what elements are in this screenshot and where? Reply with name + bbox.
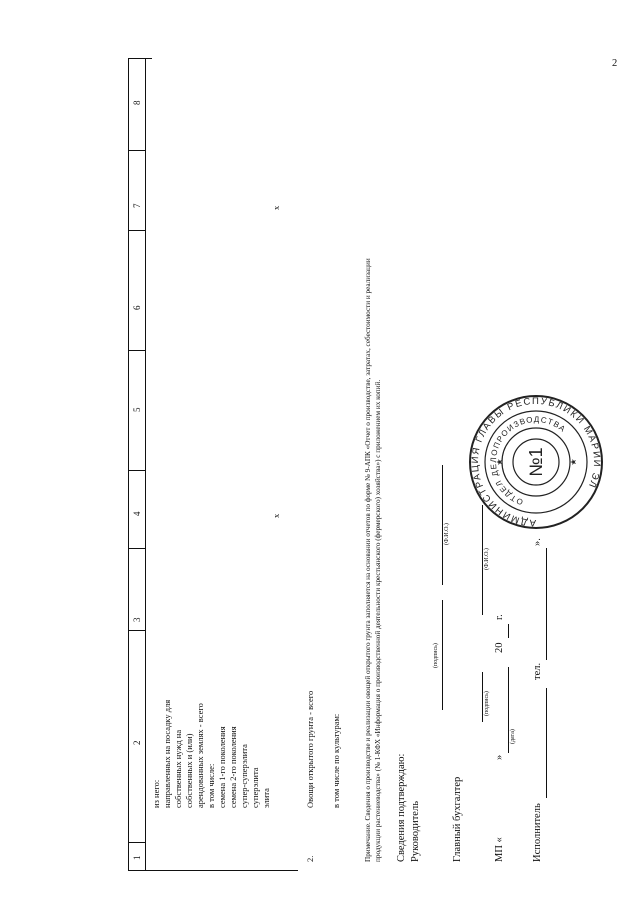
year-prefix: 20 [494,642,505,653]
stamp-star-icon: ★ [495,458,504,466]
mp-label: МП « [494,837,505,862]
row1-line-9: суперэлита [250,767,260,808]
stamp-number: №1 [526,447,546,477]
note-line-1: Примечание. Сведения о производстве и реализации овощей открытого грунта заполняется на основании отчетов по форме № 9-АПК «Отчет о производстве, затратах, себестоимости и реализации [364,258,372,862]
header-col-1: 1 [132,855,142,860]
header-col-7: 7 [132,203,142,208]
head-signature-line [442,600,443,710]
row1-line-4: арендованных землях - всего [195,703,205,808]
header-col-4: 4 [132,511,142,516]
col-sep [128,470,145,471]
row1-x-col7: х [271,205,281,210]
head-fio-caption: (Ф.И.О.) [444,523,450,545]
col-sep [128,842,145,843]
tel-end: ». [532,538,543,546]
row1-x-col4: х [271,513,281,518]
header-col-8: 8 [132,100,142,105]
header-col-3: 3 [132,617,142,622]
official-stamp [466,392,606,532]
date-month-line [508,667,509,753]
stamp-star-icon: ★ [569,458,578,466]
page-number: 2 [612,58,618,69]
col-sep [128,230,145,231]
row2-sub: в том числе по культурам: [331,713,341,808]
col-sep [128,548,145,549]
tel-label: тел. [532,662,543,680]
confirm-title: Сведения подтверждаю: [396,753,407,862]
tel-line [546,548,547,660]
stamp-outer-text: АДМИНИСТРАЦИЯ ГЛАВЫ РЕСПУБЛИКИ МАРИЙ ЭЛ [469,395,603,529]
chief-fio-caption: (Ф.И.О.) [484,548,490,570]
header-col-2: 2 [132,740,142,745]
row2-number: 2. [305,855,315,862]
head-fio-line [442,465,443,585]
col-sep [128,630,145,631]
row1-line-3: собственных и (или) [184,733,194,808]
row1-line-5: в том числе: [206,763,216,808]
header-col-6: 6 [132,305,142,310]
row1-line-10: элита [261,788,271,808]
date-caption: (дата) [510,729,516,744]
mp-quote-close: » [494,754,505,760]
row1-line-2: собственных нужд на [173,729,183,808]
table-border-top [128,58,152,59]
col-sep [128,150,145,151]
row1-line-8: супер-суперэлита [239,744,249,808]
header-col-5: 5 [132,407,142,412]
head-label: Руководитель [410,801,421,862]
chief-signature-caption: (подпись) [484,691,490,716]
note-line-2: продукции растениеводства» (№ 1-КФХ «Информация о производственной деятельности крестьянского (фермерского) хозяйства») с приложением их копий. [374,379,382,862]
chief-accountant-label: Главный бухгалтер [452,776,463,862]
table-border-left [128,58,129,870]
col-sep [128,350,145,351]
chief-signature-line [482,672,483,722]
row1-line-0: из него: [151,779,161,808]
table-border-bottom [128,870,298,871]
stamp-inner-text: ОТДЕЛ ДЕЛОПРОИЗВОДСТВА [488,414,568,507]
row2-label: Овощи открытого грунта - всего [305,690,315,808]
table-header-divider [145,58,146,870]
row1-line-7: семена 2-го поколения [228,726,238,808]
year-suffix: г. [494,614,505,620]
row1-line-6: семена 1-го поколения [217,726,227,808]
executor-label: Исполнитель [532,803,543,862]
executor-line [546,688,547,798]
head-signature-caption: (подпись) [433,643,439,668]
year-line [508,624,509,638]
row1-line-1: направленных на посадку для [162,699,172,808]
